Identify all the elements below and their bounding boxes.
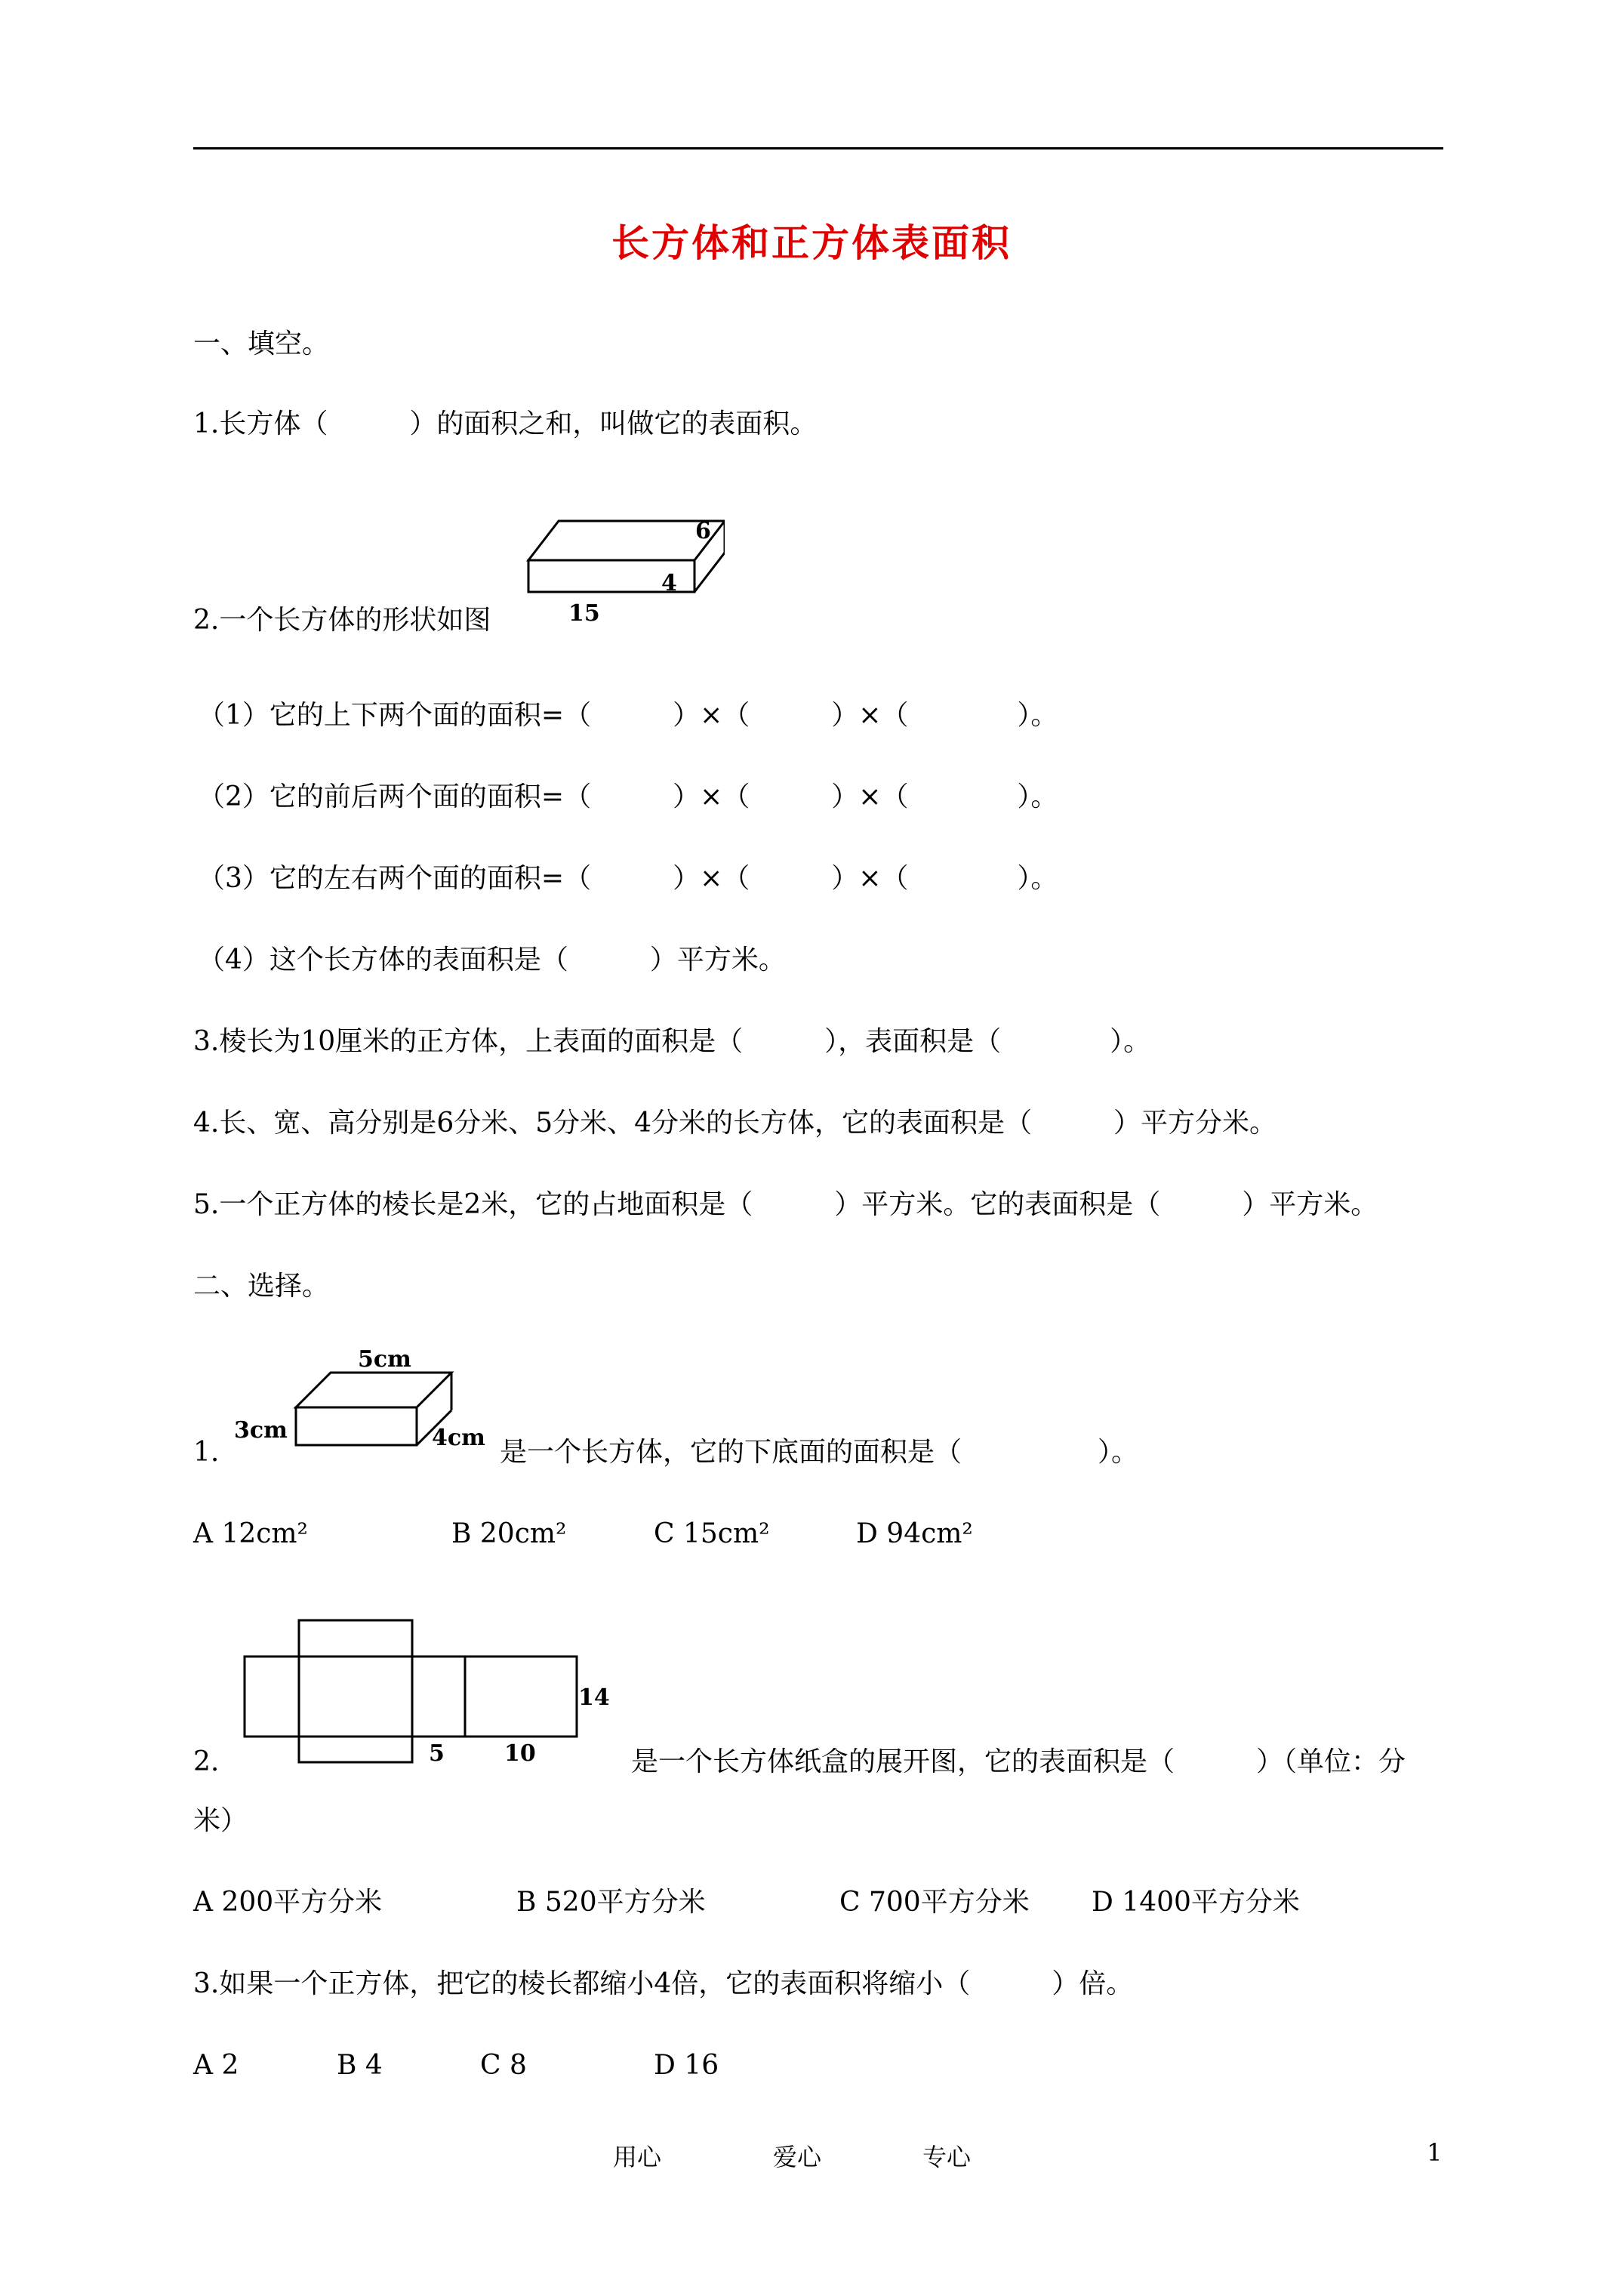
question-2-1: 是一个长方体，它的下底面的面积是（ ）。 bbox=[500, 1437, 1139, 1468]
fig1-height-label: 6 bbox=[695, 518, 711, 544]
footer-item-3: 专心 bbox=[922, 2143, 972, 2171]
question-2-3-option-a: A 2 bbox=[193, 2050, 239, 2081]
question-2-1-option-a: A 12cm² bbox=[193, 1518, 308, 1549]
page-title: 长方体和正方体表面积 bbox=[611, 220, 1012, 265]
question-2-2-option-c: C 700平方分米 bbox=[839, 1887, 1030, 1918]
cuboid-figure-2 bbox=[226, 1344, 498, 1457]
question-2-1-option-d: D 94cm² bbox=[856, 1518, 973, 1549]
question-1-2-sub-3: （3）它的左右两个面的面积=（ ）×（ ）×（ ）。 bbox=[198, 863, 1058, 894]
header-rule bbox=[193, 147, 1443, 149]
box-net-figure bbox=[240, 1616, 617, 1767]
question-2-1-option-c: C 15cm² bbox=[654, 1518, 770, 1549]
question-2-2-number: 2. bbox=[193, 1746, 220, 1777]
question-2-1-option-b: B 20cm² bbox=[451, 1518, 567, 1549]
question-1-2: 2.一个长方体的形状如图 bbox=[193, 605, 491, 636]
page-number: 1 bbox=[1427, 2138, 1443, 2167]
question-2-2-option-b: B 520平方分米 bbox=[516, 1887, 706, 1918]
section2-heading: 二、选择。 bbox=[193, 1271, 330, 1302]
net-height-label: 14 bbox=[578, 1684, 610, 1711]
question-2-3-option-c: C 8 bbox=[480, 2050, 527, 2081]
question-2-2-option-d: D 1400平方分米 bbox=[1092, 1887, 1300, 1918]
footer-item-1: 用心 bbox=[613, 2143, 662, 2171]
question-2-3: 3.如果一个正方体，把它的棱长都缩小4倍，它的表面积将缩小（ ）倍。 bbox=[193, 1968, 1134, 1999]
cuboid-figure-1 bbox=[521, 513, 725, 627]
question-2-1-number: 1. bbox=[193, 1437, 220, 1468]
fig1-width-label: 15 bbox=[568, 600, 600, 627]
question-2-2-continued: 米） bbox=[193, 1805, 248, 1836]
question-1-3: 3.棱长为10厘米的正方体，上表面的面积是（ ），表面积是（ ）。 bbox=[193, 1026, 1151, 1057]
fig2-right-label: 4cm bbox=[432, 1425, 485, 1451]
section1-heading: 一、填空。 bbox=[193, 328, 330, 359]
net-width-label: 5 bbox=[429, 1740, 445, 1767]
net-length-label: 10 bbox=[504, 1740, 536, 1767]
question-2-3-option-d: D 16 bbox=[654, 2050, 719, 2081]
question-1-2-sub-2: （2）它的前后两个面的面积=（ ）×（ ）×（ ）。 bbox=[198, 781, 1058, 812]
fig2-left-label: 3cm bbox=[234, 1417, 288, 1444]
question-1-1: 1.长方体（ ）的面积之和，叫做它的表面积。 bbox=[193, 408, 818, 439]
question-1-2-sub-4: （4）这个长方体的表面积是（ ）平方米。 bbox=[198, 945, 786, 975]
question-2-2: 是一个长方体纸盒的展开图，它的表面积是（ ）（单位：分 bbox=[631, 1746, 1406, 1777]
question-1-2-sub-1: （1）它的上下两个面的面积=（ ）×（ ）×（ ）。 bbox=[198, 700, 1058, 731]
question-2-2-option-a: A 200平方分米 bbox=[193, 1887, 383, 1918]
question-1-5: 5.一个正方体的棱长是2米，它的占地面积是（ ）平方米。它的表面积是（ ）平方米。 bbox=[193, 1189, 1378, 1220]
question-1-4: 4.长、宽、高分别是6分米、5分米、4分米的长方体，它的表面积是（ ）平方分米。 bbox=[193, 1108, 1277, 1139]
footer-item-2: 爱心 bbox=[773, 2143, 822, 2171]
fig2-top-label: 5cm bbox=[358, 1346, 411, 1373]
fig1-depth-label: 4 bbox=[661, 570, 677, 596]
question-2-3-option-b: B 4 bbox=[337, 2050, 383, 2081]
